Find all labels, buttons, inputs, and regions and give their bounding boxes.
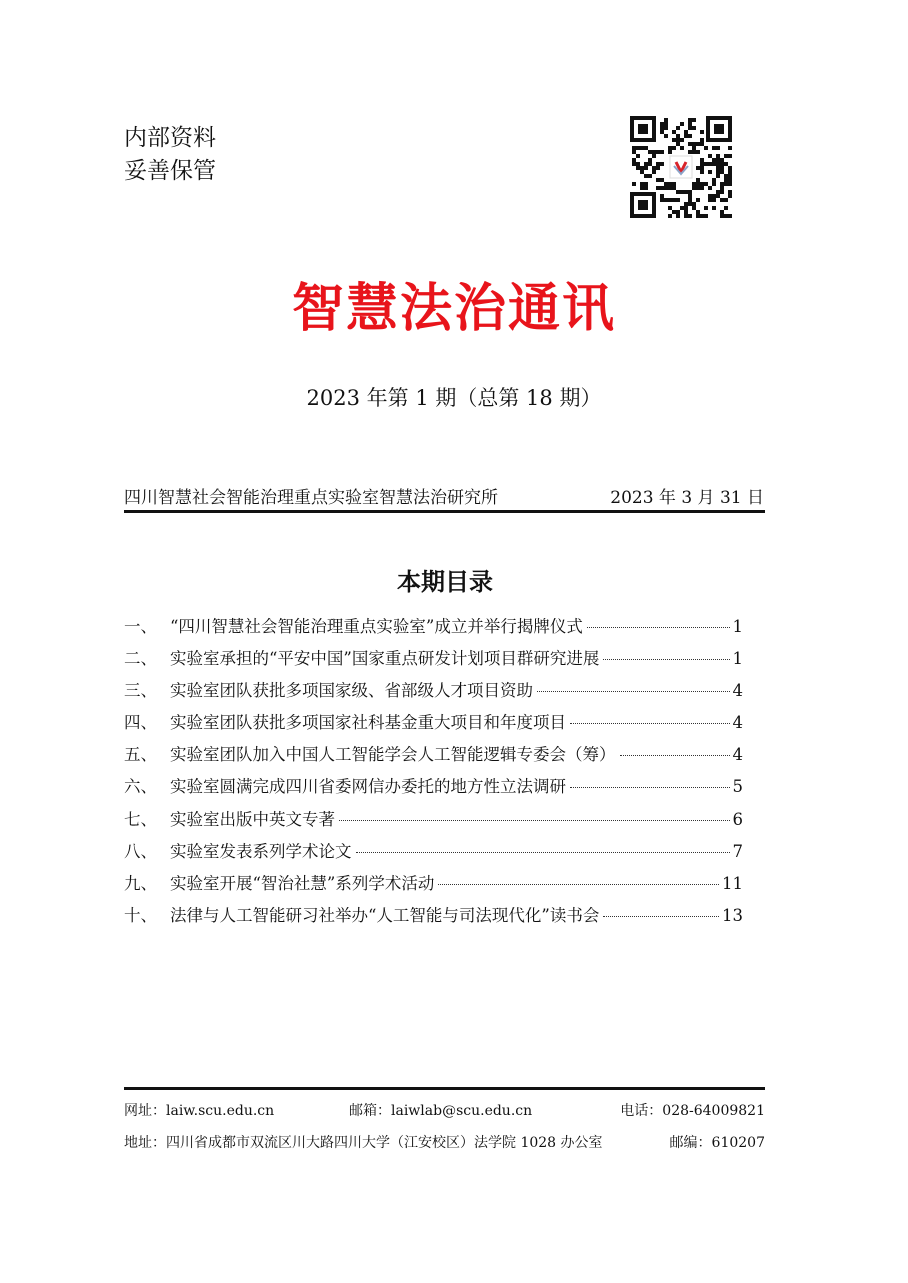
qr-module (636, 166, 640, 170)
qr-module (716, 170, 720, 174)
toc-item-number: 六、 (124, 777, 157, 797)
confidential-notice (124, 122, 216, 188)
qr-module (676, 190, 680, 194)
qr-module (728, 174, 732, 178)
toc-item-page: 7 (732, 841, 743, 861)
toc-item[interactable] (124, 773, 743, 805)
qr-module (724, 162, 728, 166)
footer-divider (124, 1087, 765, 1090)
qr-module (696, 214, 700, 218)
qr-module (704, 182, 708, 186)
qr-module (696, 182, 700, 186)
qr-module (712, 198, 716, 202)
qr-module (672, 138, 676, 142)
qr-module (664, 126, 668, 130)
qr-module (676, 126, 680, 130)
qr-module (696, 186, 700, 190)
qr-module (692, 126, 696, 130)
qr-module (664, 134, 668, 138)
toc-item-page: 13 (722, 905, 743, 925)
qr-module (680, 206, 684, 210)
toc-item[interactable] (124, 806, 743, 838)
qr-module (720, 186, 724, 190)
qr-module (660, 194, 664, 198)
footer-website: 网址：laiw.scu.edu.cn (124, 1103, 275, 1119)
qr-module (720, 158, 724, 162)
qr-module (684, 190, 688, 194)
toc-item-number: 一、 (124, 617, 157, 636)
qr-module (708, 198, 712, 202)
qr-module (716, 166, 720, 170)
qr-module (716, 174, 720, 178)
toc-dot-leader (620, 755, 730, 756)
toc-dot-leader (603, 916, 719, 917)
toc-item-title[interactable]: 实验室圆满完成四川省委网信办委托的地方性立法调研 (170, 777, 566, 797)
qr-module (660, 150, 664, 154)
qr-module (680, 138, 684, 142)
toc-item-page: 5 (732, 777, 743, 797)
qr-module (708, 194, 712, 198)
toc-item-number: 七、 (124, 809, 157, 829)
toc-item-title[interactable]: 实验室团队获批多项国家社科基金重大项目和年度项目 (170, 713, 566, 733)
qr-module (648, 162, 652, 166)
qr-module (728, 194, 732, 198)
qr-module (720, 190, 724, 194)
qr-module (728, 146, 732, 150)
footer-address: 地址：四川省成都市双流区川大路四川大学（江安校区）法学院 1028 办公室 (124, 1135, 603, 1151)
qr-module (700, 186, 704, 190)
qr-module (704, 206, 708, 210)
qr-module (660, 162, 664, 166)
qr-module (712, 182, 716, 186)
qr-module (708, 162, 712, 166)
qr-module (664, 198, 668, 202)
qr-module (700, 182, 704, 186)
qr-module (640, 166, 644, 170)
qr-module (640, 182, 644, 186)
qr-module (688, 198, 692, 202)
qr-module (696, 150, 700, 154)
qr-module (712, 158, 716, 162)
qr-module (688, 126, 692, 130)
qr-module (720, 170, 724, 174)
qr-module (676, 142, 680, 146)
qr-module (676, 210, 680, 214)
qr-module (660, 126, 664, 130)
toc-item[interactable] (124, 870, 743, 902)
toc-item[interactable] (124, 741, 743, 773)
qr-module (728, 166, 732, 170)
qr-module (712, 162, 716, 166)
qr-module (728, 190, 732, 194)
qr-module (676, 198, 680, 202)
toc-item-number: 八、 (124, 841, 157, 861)
qr-module (680, 146, 684, 150)
qr-module (700, 130, 704, 134)
qr-module (700, 138, 704, 142)
qr-module (724, 174, 728, 178)
qr-module (704, 214, 708, 218)
qr-module (692, 150, 696, 154)
qr-module (688, 134, 692, 138)
qr-module (728, 182, 732, 186)
toc-item-title[interactable]: 实验室发表系列学术论文 (170, 841, 352, 861)
toc-dot-leader (537, 691, 730, 692)
qr-module (688, 202, 692, 206)
toc-item-page: 4 (732, 745, 743, 765)
qr-module (716, 162, 720, 166)
qr-module (644, 166, 648, 170)
table-of-contents (124, 613, 743, 934)
qr-module (660, 130, 664, 134)
qr-module (708, 170, 712, 174)
toc-dot-leader (587, 627, 730, 628)
confidential-line-1: 内部资料 (124, 125, 216, 151)
toc-item[interactable] (124, 902, 743, 934)
qr-module (672, 182, 676, 186)
qr-module (724, 178, 728, 182)
newsletter-title: 智慧法治通讯 (291, 279, 616, 339)
toc-item[interactable] (124, 838, 743, 870)
toc-item-number: 二、 (124, 649, 157, 669)
qr-module (692, 142, 696, 146)
qr-module (684, 130, 688, 134)
qr-module (652, 154, 656, 158)
qr-module (660, 186, 664, 190)
qr-module (728, 170, 732, 174)
qr-module (720, 198, 724, 202)
qr-module (716, 158, 720, 162)
qr-module (720, 214, 724, 218)
qr-module (640, 170, 644, 174)
qr-module (716, 194, 720, 198)
toc-item[interactable] (124, 613, 743, 645)
qr-module (704, 146, 708, 150)
qr-module (716, 154, 720, 158)
qr-module (692, 206, 696, 210)
qr-module (656, 186, 660, 190)
issue-number: 2023 年第 1 期（总第 18 期） (306, 386, 602, 410)
toc-item-title[interactable]: 实验室出版中英文专著 (170, 809, 335, 829)
qr-module (708, 154, 712, 158)
qr-module (664, 182, 668, 186)
qr-module (700, 166, 704, 170)
organization-name: 四川智慧社会智能治理重点实验室智慧法治研究所 (124, 488, 498, 508)
qr-module (648, 174, 652, 178)
qr-module (632, 150, 636, 154)
toc-item-number: 三、 (124, 681, 157, 701)
qr-module (692, 146, 696, 150)
toc-item-page: 4 (732, 681, 743, 701)
qr-module (664, 186, 668, 190)
toc-item-number: 九、 (124, 873, 157, 893)
qr-module (680, 122, 684, 126)
qr-module (644, 186, 648, 190)
qr-module (724, 206, 728, 210)
qr-module (684, 214, 688, 218)
qr-module (640, 186, 644, 190)
qr-module (688, 118, 692, 122)
toc-item-title[interactable]: “四川智慧社会智能治理重点实验室”成立并举行揭牌仪式 (170, 617, 583, 636)
qr-module (696, 166, 700, 170)
qr-module (720, 166, 724, 170)
qr-module (636, 146, 640, 150)
qr-module (652, 170, 656, 174)
qr-module (676, 134, 680, 138)
qr-module (696, 198, 700, 202)
toc-item-title[interactable]: 实验室开展“智治社慧”系列学术活动 (170, 873, 435, 893)
qr-module (636, 162, 640, 166)
qr-module (656, 178, 660, 182)
qr-module (684, 202, 688, 206)
qr-module (724, 154, 728, 158)
qr-module (668, 198, 672, 202)
toc-item-number: 四、 (124, 713, 157, 733)
toc-dot-leader (603, 659, 729, 660)
qr-module (700, 142, 704, 146)
qr-module (688, 142, 692, 146)
toc-item-page: 11 (722, 873, 743, 893)
qr-module (668, 146, 672, 150)
toc-item-title[interactable]: 实验室团队获批多项国家级、省部级人才项目资助 (170, 681, 533, 701)
toc-dot-leader (570, 787, 730, 788)
qr-module (644, 174, 648, 178)
qr-module (668, 214, 672, 218)
toc-item-number: 五、 (124, 745, 157, 765)
qr-module (696, 142, 700, 146)
confidential-line-2: 妥善保管 (124, 158, 216, 184)
qr-module (712, 206, 716, 210)
qr-module (668, 150, 672, 154)
qr-module (716, 190, 720, 194)
qr-module (724, 214, 728, 218)
qr-module (676, 138, 680, 142)
toc-item-page: 1 (732, 649, 743, 669)
qr-code-graphic (630, 116, 732, 218)
qr-module (676, 214, 680, 218)
toc-item[interactable] (124, 709, 743, 741)
toc-item-page: 6 (732, 809, 743, 829)
qr-module (712, 194, 716, 198)
qr-module (708, 186, 712, 190)
toc-dot-leader (438, 884, 719, 885)
qr-module (672, 146, 676, 150)
qr-module (668, 186, 672, 190)
qr-module (688, 194, 692, 198)
toc-item-number: 十、 (124, 905, 157, 925)
toc-item-page: 1 (732, 617, 743, 636)
publication-date: 2023 年 3 月 31 日 (610, 488, 764, 508)
qr-module (720, 210, 724, 214)
qr-module (716, 146, 720, 150)
qr-module (672, 186, 676, 190)
toc-dot-leader (570, 723, 730, 724)
qr-module (692, 182, 696, 186)
footer-phone: 电话：028-64009821 (620, 1103, 765, 1119)
toc-item-title[interactable]: 法律与人工智能研习社举办“人工智能与司法现代化”读书会 (170, 905, 600, 925)
qr-module (684, 134, 688, 138)
qr-module (632, 158, 636, 162)
toc-dot-leader (356, 852, 730, 853)
qr-module (688, 150, 692, 154)
qr-module (644, 182, 648, 186)
qr-module (672, 198, 676, 202)
qr-module (656, 150, 660, 154)
qr-module (668, 206, 672, 210)
qr-module (668, 182, 672, 186)
qr-module (696, 178, 700, 182)
qr-module (684, 210, 688, 214)
toc-heading: 本期目录 (397, 568, 493, 596)
toc-dot-leader (339, 820, 730, 821)
qr-module (632, 162, 636, 166)
qr-module (672, 210, 676, 214)
toc-item-title[interactable]: 实验室团队加入中国人工智能学会人工智能逻辑专委会（筹） (170, 745, 616, 765)
qr-module (700, 158, 704, 162)
qr-code-icon (630, 116, 732, 218)
qr-module (644, 146, 648, 150)
qr-module (700, 170, 704, 174)
qr-module (728, 154, 732, 158)
qr-module (724, 198, 728, 202)
qr-module (700, 214, 704, 218)
qr-module (680, 190, 684, 194)
qr-module (656, 162, 660, 166)
qr-module (636, 154, 640, 158)
qr-module (704, 162, 708, 166)
toc-item-page: 4 (732, 713, 743, 733)
toc-item[interactable] (124, 677, 743, 709)
qr-module (692, 202, 696, 206)
qr-module (652, 150, 656, 154)
qr-module (660, 122, 664, 126)
qr-module (688, 190, 692, 194)
qr-module (720, 182, 724, 186)
qr-module (712, 178, 716, 182)
qr-module (712, 146, 716, 150)
qr-module (672, 130, 676, 134)
qr-module (728, 214, 732, 218)
qr-module (700, 162, 704, 166)
qr-module (656, 166, 660, 170)
toc-item-title[interactable]: 实验室承担的“平安中国”国家重点研发计划项目群研究进展 (170, 649, 600, 669)
qr-module (644, 162, 648, 166)
qr-module (640, 146, 644, 150)
qr-module (688, 214, 692, 218)
qr-module (652, 166, 656, 170)
qr-module (664, 118, 668, 122)
qr-module (688, 122, 692, 126)
qr-module (648, 150, 652, 154)
qr-module (660, 178, 664, 182)
qr-module (664, 122, 668, 126)
toc-item[interactable] (124, 645, 743, 677)
qr-module (660, 198, 664, 202)
qr-module (724, 182, 728, 186)
header-divider (124, 510, 765, 513)
footer-postcode: 邮编：610207 (669, 1135, 765, 1151)
qr-module (720, 162, 724, 166)
qr-module (684, 206, 688, 210)
qr-module (632, 146, 636, 150)
qr-module (696, 210, 700, 214)
qr-module (632, 182, 636, 186)
qr-module (692, 118, 696, 122)
qr-module (692, 186, 696, 190)
footer-email: 邮箱：laiwlab@scu.edu.cn (349, 1103, 533, 1119)
qr-module (648, 158, 652, 162)
qr-module (728, 178, 732, 182)
